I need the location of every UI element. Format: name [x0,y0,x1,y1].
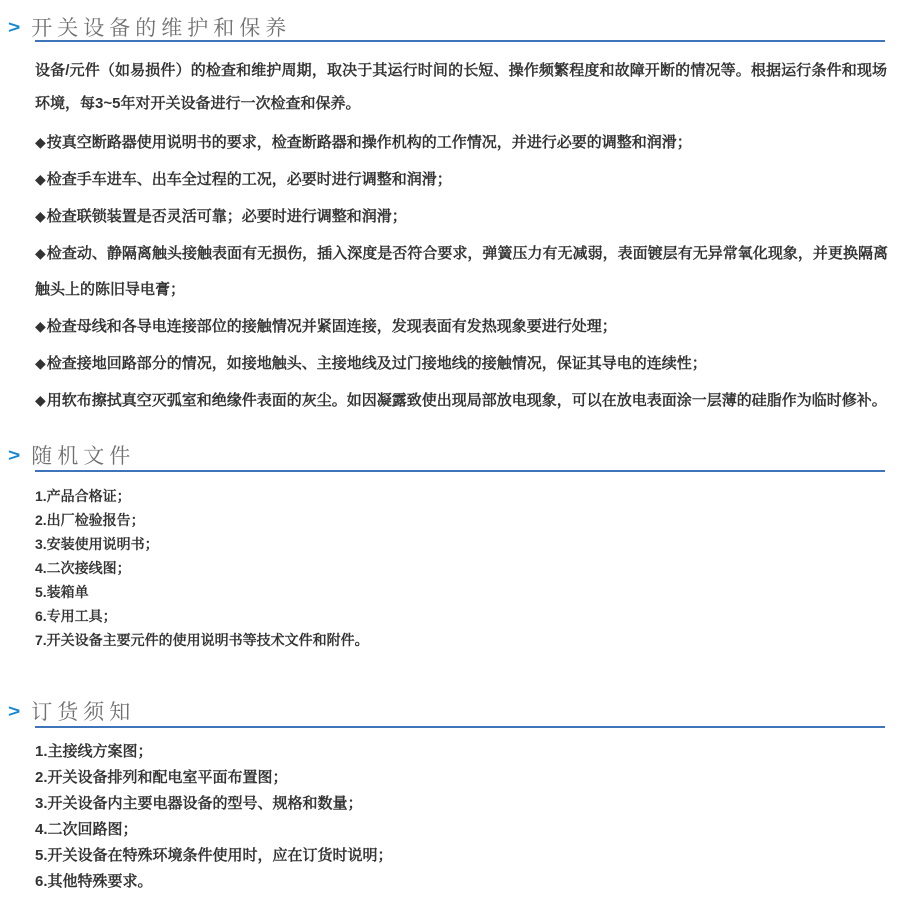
section-divider [35,726,885,728]
list-item: 4.二次回路图； [35,821,138,838]
list-item: 2.开关设备排列和配电室平面布置图； [35,769,288,786]
chevron-right-icon: > [8,445,21,465]
section-header-ordering [8,696,135,726]
maintenance-bullet-list [35,124,888,419]
list-item: 3.开关设备内主要电器设备的型号、规格和数量； [35,795,363,812]
chevron-right-icon: > [8,17,21,37]
bullet-text: 检查联锁装置是否灵活可靠；必要时进行调整和润滑； [46,208,407,225]
maintenance-intro-paragraph: 设备/元件（如易损件）的检查和维护周期，取决于其运行时间的长短、操作频繁程度和故障开断的情况等。根据运行条件和现场环境，每3~5年对开关设备进行一次检查和保养。 [35,62,887,112]
diamond-bullet-icon: ◆ [35,171,46,187]
diamond-bullet-icon: ◆ [35,392,46,408]
diamond-bullet-icon: ◆ [35,355,46,371]
bullet-item [35,161,888,198]
documents-list [35,484,887,652]
bullet-text: 检查母线和各导电连接部位的接触情况并紧固连接，发现表面有发热现象要进行处理； [46,318,617,335]
diamond-bullet-icon: ◆ [35,208,46,224]
diamond-bullet-icon: ◆ [35,245,46,261]
list-item: 7.开关设备主要元件的使用说明书等技术文件和附件。 [35,632,369,648]
section-divider [35,40,885,42]
bullet-item [35,235,888,308]
bullet-text: 检查接地回路部分的情况，如接地触头、主接地线及过门接地线的接触情况，保证其导电的连续性； [46,355,707,372]
list-item: 4.二次接线图； [35,560,131,576]
section-divider [35,470,885,472]
list-item: 5.开关设备在特殊环境条件使用时，应在订货时说明； [35,847,393,864]
chevron-right-icon: > [8,701,21,721]
bullet-item [35,198,888,235]
bullet-item [35,345,888,382]
list-item: 1.主接线方案图； [35,743,153,760]
diamond-bullet-icon: ◆ [35,318,46,334]
section-header-documents [8,440,135,470]
bullet-text: 按真空断路器使用说明书的要求，检查断路器和操作机构的工作情况，并进行必要的调整和润滑； [46,134,692,151]
list-item: 6.其他特殊要求。 [35,873,153,890]
bullet-text: 检查动、静隔离触头接触表面有无损伤，插入深度是否符合要求，弹簧压力有无减弱，表面镀层有无异常氧化现象，并更换隔离触头上的陈旧导电膏； [35,245,888,298]
list-item: 6.专用工具； [35,608,117,624]
diamond-bullet-icon: ◆ [35,134,46,150]
list-item: 2.出厂检验报告； [35,512,145,528]
list-item: 1.产品合格证； [35,488,131,504]
bullet-item [35,308,888,345]
section-title-documents: 随机文件 [31,445,136,468]
list-item: 3.安装使用说明书； [35,536,159,552]
bullet-text: 用软布擦拭真空灭弧室和绝缘件表面的灰尘。如因凝露致使出现局部放电现象，可以在放电表面涂一层薄的硅脂作为临时修补。 [46,392,887,409]
list-item: 5.装箱单 [35,584,89,600]
bullet-item [35,124,888,161]
bullet-item [35,382,888,419]
section-title-ordering: 订货须知 [31,701,136,724]
ordering-list [35,739,887,895]
section-title-maintenance: 开关设备的维护和保养 [31,17,292,40]
section-header-maintenance [8,12,291,42]
bullet-text: 检查手车进车、出车全过程的工况，必要时进行调整和润滑； [46,171,452,188]
